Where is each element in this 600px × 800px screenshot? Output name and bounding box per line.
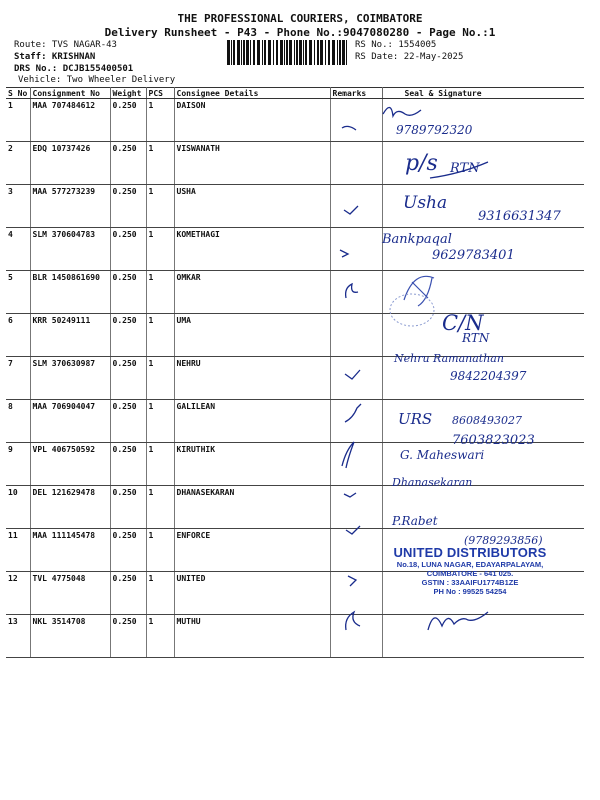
cell-pcs: 1 <box>146 99 174 142</box>
cell-signature <box>382 615 584 658</box>
barcode-bar <box>346 40 347 65</box>
cell-signature <box>382 185 584 228</box>
cell-pcs: 1 <box>146 357 174 400</box>
barcode-bar <box>317 40 319 65</box>
barcode-bar <box>243 40 245 65</box>
cell-remarks <box>330 142 382 185</box>
cell-weight: 0.250 <box>110 572 146 615</box>
cell-consignment: KRR 50249111 <box>30 314 110 357</box>
company-title: THE PROFESSIONAL COURIERS, COIMBATORE <box>177 12 423 25</box>
cell-pcs: 1 <box>146 142 174 185</box>
cell-signature <box>382 99 584 142</box>
cell-consignment: MAA 706904047 <box>30 400 110 443</box>
cell-consignee: UMA <box>174 314 330 357</box>
table-row <box>6 228 584 271</box>
cell-signature <box>382 400 584 443</box>
cell-remarks <box>330 443 382 486</box>
cell-signature <box>382 357 584 400</box>
barcode-bar <box>257 40 260 65</box>
cell-weight: 0.250 <box>110 271 146 314</box>
barcode-bar <box>314 40 315 65</box>
barcode-bar <box>237 40 240 65</box>
hw-phone-4: 9629783401 <box>432 248 515 263</box>
cell-consignee: GALILEAN <box>174 400 330 443</box>
barcode-bar <box>233 40 235 65</box>
stamp-phone: PH No : 99525 54254 <box>433 587 507 596</box>
cell-remarks <box>330 572 382 615</box>
cell-consignee: ENFORCE <box>174 529 330 572</box>
cell-pcs: 1 <box>146 572 174 615</box>
col-header-consignee: Consignee Details <box>174 88 330 99</box>
cell-sno: 7 <box>6 357 30 400</box>
company-stamp <box>382 545 558 596</box>
cell-weight: 0.250 <box>110 185 146 228</box>
cell-remarks <box>330 228 382 271</box>
cell-sno: 1 <box>6 99 30 142</box>
cell-pcs: 1 <box>146 228 174 271</box>
barcode-bar <box>250 40 251 65</box>
staff-label: Staff: KRISHNAN <box>14 52 96 62</box>
hw-phone-3: 9316631347 <box>478 209 561 224</box>
barcode-bar <box>284 40 285 65</box>
table-row <box>6 400 584 443</box>
hw-phone-1: 9789792320 <box>396 123 473 137</box>
col-header-signature: Seal & Signature <box>382 88 584 99</box>
cell-consignment: MAA 111145478 <box>30 529 110 572</box>
cell-remarks <box>330 314 382 357</box>
barcode-bar <box>294 40 295 65</box>
hw-pls: p/s <box>405 151 438 176</box>
cell-consignee: VISWANATH <box>174 142 330 185</box>
table-row <box>6 142 584 185</box>
stamp-gstin: GSTIN : 33AAIFU1774B1ZE <box>421 578 519 587</box>
cell-weight: 0.250 <box>110 615 146 658</box>
cell-consignee: OMKAR <box>174 271 330 314</box>
cell-signature <box>382 443 584 486</box>
barcode-bar <box>332 40 335 65</box>
hw-rtn-1: RTN <box>450 161 480 176</box>
cell-consignment: EDQ 10737426 <box>30 142 110 185</box>
barcode-bar <box>246 40 249 65</box>
cell-weight: 0.250 <box>110 142 146 185</box>
cell-consignment: MAA 707484612 <box>30 99 110 142</box>
hw-phone-7: 9842204397 <box>450 369 527 383</box>
barcode-bar <box>231 40 232 65</box>
cell-remarks <box>330 271 382 314</box>
table-row <box>6 185 584 228</box>
cell-signature <box>382 271 584 314</box>
barcode-bar <box>273 40 274 65</box>
hw-initials-8: URS <box>398 410 433 428</box>
hw-name-4: Bankpaqal <box>382 232 452 247</box>
hw-signature-11: P.Rabet <box>392 514 438 528</box>
hw-name-10: Dhanasekaran <box>392 476 473 489</box>
barcode-bar <box>264 40 266 65</box>
cell-pcs: 1 <box>146 486 174 529</box>
runsheet-subtitle: Delivery Runsheet - P43 - Phone No.:9047080280 - Page No.:1 <box>104 26 496 39</box>
cell-consignment: MAA 577273239 <box>30 185 110 228</box>
cell-weight: 0.250 <box>110 443 146 486</box>
barcode-bar <box>320 40 323 65</box>
barcode-bar <box>262 40 263 65</box>
cell-sno: 9 <box>6 443 30 486</box>
cell-pcs: 1 <box>146 443 174 486</box>
cell-signature <box>382 486 584 529</box>
cell-sno: 13 <box>6 615 30 658</box>
col-header-consignment: Consignment No <box>30 88 110 99</box>
barcode-bar <box>227 40 230 65</box>
barcode <box>227 40 350 65</box>
cell-sno: 5 <box>6 271 30 314</box>
barcode-bar <box>325 40 326 65</box>
barcode-bar <box>253 40 255 65</box>
cell-weight: 0.250 <box>110 357 146 400</box>
cell-remarks <box>330 357 382 400</box>
cell-consignee: DAISON <box>174 99 330 142</box>
vehicle-label: Vehicle: Two Wheeler Delivery <box>18 75 176 85</box>
barcode-bar <box>337 40 338 65</box>
barcode-bar <box>276 40 278 65</box>
cell-pcs: 1 <box>146 400 174 443</box>
table-row <box>6 99 584 142</box>
hw-name-7: Nehru Ramanathan <box>394 352 504 365</box>
cell-sno: 3 <box>6 185 30 228</box>
rs-date: RS Date: 22-May-2025 <box>355 52 464 62</box>
cell-pcs: 1 <box>146 185 174 228</box>
table-row <box>6 314 584 357</box>
cell-sno: 12 <box>6 572 30 615</box>
cell-consignment: BLR 1450861690 <box>30 271 110 314</box>
cell-consignee: NEHRU <box>174 357 330 400</box>
table-row <box>6 486 584 529</box>
cell-weight: 0.250 <box>110 400 146 443</box>
hw-name-9: G. Maheswari <box>400 448 485 462</box>
cell-consignment: TVL 4775048 <box>30 572 110 615</box>
col-header-weight: Weight <box>110 88 146 99</box>
barcode-bar <box>299 40 302 65</box>
cell-consignee: MUTHU <box>174 615 330 658</box>
hw-name-3: Usha <box>403 193 448 213</box>
barcode-bar <box>268 40 271 65</box>
table-header-row <box>6 88 584 99</box>
cell-weight: 0.250 <box>110 99 146 142</box>
hw-phone-9: 7603823023 <box>452 433 535 448</box>
table-row <box>6 271 584 314</box>
barcode-bar <box>280 40 283 65</box>
cell-consignment: DEL 121629478 <box>30 486 110 529</box>
cell-weight: 0.250 <box>110 529 146 572</box>
barcode-bar <box>286 40 288 65</box>
table-row <box>6 357 584 400</box>
hw-cn: C/N <box>442 311 484 335</box>
cell-remarks <box>330 615 382 658</box>
cell-signature <box>382 142 584 185</box>
cell-sno: 4 <box>6 228 30 271</box>
cell-consignee: UNITED <box>174 572 330 615</box>
hw-rtn-2: RTN <box>462 331 490 345</box>
barcode-bar <box>241 40 242 65</box>
col-header-remarks: Remarks <box>330 88 382 99</box>
barcode-bar <box>328 40 330 65</box>
cell-sno: 10 <box>6 486 30 529</box>
rs-number: RS No.: 1554005 <box>355 40 437 50</box>
cell-consignment: SLM 370604783 <box>30 228 110 271</box>
cell-sno: 6 <box>6 314 30 357</box>
cell-pcs: 1 <box>146 529 174 572</box>
cell-signature <box>382 228 584 271</box>
cell-consignment: VPL 406750592 <box>30 443 110 486</box>
col-header-pcs: PCS <box>146 88 174 99</box>
cell-sno: 2 <box>6 142 30 185</box>
col-header-sno: S No <box>6 88 30 99</box>
barcode-bar <box>309 40 312 65</box>
cell-remarks <box>330 99 382 142</box>
hw-phone-11: (9789293856) <box>464 534 543 547</box>
stamp-title: UNITED DISTRIBUTORS <box>393 545 547 560</box>
barcode-bar <box>305 40 307 65</box>
barcode-bar <box>289 40 292 65</box>
cell-remarks <box>330 529 382 572</box>
barcode-bar <box>303 40 304 65</box>
cell-sno: 11 <box>6 529 30 572</box>
cell-consignment: NKL 3514708 <box>30 615 110 658</box>
cell-pcs: 1 <box>146 271 174 314</box>
cell-weight: 0.250 <box>110 228 146 271</box>
barcode-bar <box>342 40 345 65</box>
cell-consignment: SLM 370630987 <box>30 357 110 400</box>
cell-remarks <box>330 400 382 443</box>
cell-sno: 8 <box>6 400 30 443</box>
cell-weight: 0.250 <box>110 314 146 357</box>
cell-weight: 0.250 <box>110 486 146 529</box>
hw-phone-8: 8608493027 <box>452 414 522 427</box>
stamp-address-2: COIMBATORE - 641 025. <box>426 569 514 578</box>
cell-pcs: 1 <box>146 615 174 658</box>
cell-consignee: KIRUTHIK <box>174 443 330 486</box>
cell-consignee: KOMETHAGI <box>174 228 330 271</box>
route-label: Route: TVS NAGAR-43 <box>14 40 117 50</box>
drs-number: DRS No.: DCJB155400501 <box>14 64 134 74</box>
barcode-bar <box>339 40 341 65</box>
cell-pcs: 1 <box>146 314 174 357</box>
cell-signature <box>382 314 584 357</box>
table-row <box>6 615 584 658</box>
barcode-bar <box>296 40 298 65</box>
cell-remarks <box>330 185 382 228</box>
table-row <box>6 443 584 486</box>
cell-remarks <box>330 486 382 529</box>
stamp-address-1: No.18, LUNA NAGAR, EDAYARPALAYAM, <box>396 560 544 569</box>
cell-consignee: USHA <box>174 185 330 228</box>
cell-consignee: DHANASEKARAN <box>174 486 330 529</box>
